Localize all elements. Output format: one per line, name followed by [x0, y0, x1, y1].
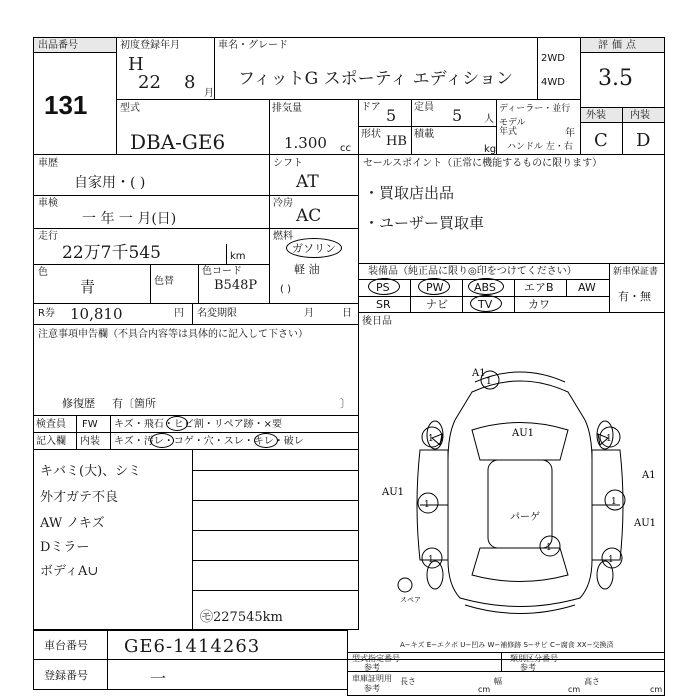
mileage-unit: km: [230, 251, 246, 262]
marker-3: 1: [424, 500, 430, 510]
fuel-diesel: 軽 油: [294, 263, 320, 276]
remarks-line-3: [192, 530, 359, 531]
aircon-label: 冷房: [273, 198, 293, 209]
recycle-label: R券: [38, 308, 55, 319]
garage-cert-label: 車庫証明用: [352, 674, 392, 683]
year-suffix: 年: [565, 128, 575, 139]
color-value: 青: [80, 278, 96, 296]
inspector-fw-items: キズ・飛石・ヒビ割・リペア跡・×要: [114, 419, 282, 430]
marker-8: 1: [486, 377, 492, 387]
mileage-value: 22万7千545: [62, 243, 161, 263]
equip-col-2: [462, 279, 463, 313]
inspector-fw: FW: [82, 419, 98, 430]
drive-cell: [537, 37, 581, 100]
marker-6: 1: [608, 555, 614, 565]
equip-col-3: [514, 279, 515, 313]
diagram-label-spare: スペア: [400, 596, 421, 604]
height-label: 高さ: [584, 677, 600, 686]
dealer-label: ディーラー・並行: [499, 104, 571, 114]
capacity-unit: 人: [484, 114, 494, 125]
history-label: 車歴: [38, 158, 58, 169]
remarks-line-2: [192, 500, 359, 501]
shaken-value: 一 年 一 月(日): [82, 211, 177, 227]
interior-grade: D: [636, 130, 651, 151]
rating-value: 3.5: [598, 66, 633, 91]
warranty-value: 有・無: [618, 290, 651, 303]
month-unit: 月: [204, 88, 214, 99]
remark-1: キバミ(大)、シミ: [40, 464, 142, 479]
exterior-grade: C: [594, 130, 608, 151]
recycle-value: 10,810: [70, 305, 123, 323]
mileage-label: 走行: [38, 231, 58, 242]
color-code-label: 色コード: [202, 266, 242, 277]
equip-airbag: エアB: [524, 281, 554, 294]
remarks-line-5: [192, 590, 359, 591]
category-ref: 参考: [520, 663, 536, 672]
shift-value: AT: [296, 172, 319, 192]
marker-5: 1: [428, 555, 434, 565]
color-divider: [150, 264, 151, 304]
grades-cell: [580, 122, 665, 155]
car-outline: [398, 371, 625, 614]
name-expiry-day: 日: [342, 308, 352, 319]
mileage-note: ㋲227545km: [200, 610, 283, 625]
sales-label: セールスポイント（正常に機能するものに限ります）: [363, 158, 603, 169]
inspector-interior: 内装: [80, 436, 100, 447]
marker-4: 1: [611, 497, 617, 507]
equip-navi: ナビ: [426, 298, 448, 311]
first-reg-month: 8: [184, 72, 196, 93]
model-designation-ref: 参考: [364, 663, 380, 672]
lot-no-label: 出品番号: [38, 40, 78, 51]
shaken-label: 車検: [38, 198, 58, 209]
exterior-label: 外装: [586, 110, 606, 121]
fuel-paren: ( ): [280, 284, 291, 295]
name-expiry-label: 名変期限: [197, 308, 237, 319]
rating-label: 評価点: [598, 40, 640, 51]
doors-value: 5: [386, 106, 397, 125]
equip-ps: PS: [376, 281, 390, 294]
equip-pw-circle: [418, 278, 450, 295]
remark-3: AW ノキズ: [40, 516, 105, 531]
remarks-line-1: [192, 470, 359, 471]
shape-label: 形状: [361, 129, 381, 140]
repair-close: 〕: [340, 397, 351, 410]
fuel-gas: ガソリン: [292, 242, 336, 255]
stain-circle: [150, 433, 174, 448]
disp-label: 排気量: [272, 103, 302, 114]
color-label: 色: [38, 267, 48, 278]
car-diagram: [380, 360, 665, 630]
repair-label: 修復歴: [62, 397, 95, 410]
diagram-label-front: A1: [472, 368, 486, 379]
type-value: DBA-GE6: [130, 130, 226, 154]
first-reg-era: H: [128, 54, 144, 75]
marker-2: 1: [606, 434, 612, 444]
length-unit: cm: [478, 685, 491, 694]
inspector-label-1: 検査員: [36, 419, 66, 430]
repair-value: 有〔箇所: [112, 397, 156, 410]
history-cell: [33, 154, 270, 196]
warranty-label: 新車保証書: [613, 267, 659, 277]
reg-value: 一: [150, 669, 167, 688]
inspector-col-1: [76, 415, 77, 450]
diagram-label-left-door: AU1: [382, 487, 405, 498]
rear-seat-label: 後日品: [362, 316, 392, 327]
inspector-label-2: 記入欄: [36, 436, 66, 447]
name-expiry-month: 月: [304, 308, 314, 319]
notes-label: 注意事項申告欄（不具合内容等は具体的に記入して下さい）: [38, 329, 308, 340]
length-label: 長さ: [400, 677, 416, 686]
drive-2wd: 2WD: [541, 53, 565, 64]
fuel-label: 燃料: [273, 231, 293, 242]
garage-cert-cell: [347, 671, 665, 696]
equip-leather: カワ: [528, 298, 550, 311]
capacity-value: 5: [452, 106, 463, 125]
km-divider: [226, 244, 227, 264]
inspector-row-line: [33, 432, 359, 433]
equip-abs-circle: [468, 278, 504, 295]
model-year-label: モデル年式: [499, 118, 526, 137]
sales-point-1: ・買取店出品: [364, 184, 455, 202]
height-unit: cm: [650, 685, 663, 694]
doors-label: ドア: [361, 102, 381, 113]
category-label: 類別区分番号: [510, 654, 558, 663]
history-value: 自家用・( ): [74, 175, 146, 191]
handle-label: ハンドル 左・右: [507, 142, 573, 152]
width-unit: cm: [568, 685, 581, 694]
interior-label: 内装: [630, 110, 650, 121]
model-label: 車名・グレード: [218, 40, 288, 51]
diagram-label-hood: AU1: [512, 428, 535, 439]
damage-legend: A−キズ E−エクボ U−凹み W−補修跡 S−サビ C−腐食 XX−交換済: [400, 641, 614, 649]
drive-4wd: 4WD: [541, 77, 565, 88]
first-reg-label: 初度登録年月: [120, 40, 180, 51]
garage-cert-ref: 参考: [364, 684, 380, 693]
scuff-circle: [254, 433, 278, 448]
disp-value: 1.300: [284, 134, 327, 152]
chassis-value: GE6-1414263: [124, 636, 261, 657]
equip-pw: PW: [426, 281, 444, 294]
equip-tv-circle: [470, 295, 502, 312]
remark-2: 外才ガテ不良: [40, 490, 119, 505]
type-label: 型式: [120, 103, 140, 114]
repaint-label: 色替: [154, 276, 174, 287]
equip-col-1: [410, 279, 411, 313]
remarks-line-4: [192, 560, 359, 561]
first-reg-year: 22: [138, 72, 161, 93]
reg-label: 登録番号: [44, 669, 88, 682]
disp-unit: cc: [340, 143, 351, 154]
marker-1: 1: [428, 434, 434, 444]
load-unit: kg: [484, 144, 497, 155]
chassis-label: 車台番号: [44, 639, 88, 652]
inspector-interior-items: キズ・汚レ・コゲ・穴・スレ・キレ・破レ: [114, 436, 304, 447]
remark-5: ボディA∪: [40, 564, 99, 579]
width-label: 幅: [494, 677, 502, 686]
remarks-divider: [192, 449, 193, 630]
color-code-value: B548P: [214, 278, 258, 293]
flying-stone-circle: [166, 416, 188, 431]
equipment-label: 装備品（純正品に限り◎印をつけてください）: [368, 266, 577, 277]
remark-4: Dミラー: [40, 540, 90, 555]
diagram-label-right-rear: AU1: [634, 518, 657, 529]
marker-7: 1: [546, 543, 552, 553]
shape-value: HB: [386, 134, 407, 149]
equip-aw: AW: [578, 281, 596, 294]
diagram-label-roof: パーゲ: [510, 512, 540, 523]
load-label: 積載: [414, 129, 434, 140]
sales-point-2: ・ユーザー買取車: [364, 214, 485, 232]
shift-label: シフト: [273, 158, 303, 169]
equip-ps-circle: [368, 278, 400, 295]
equip-tv: TV: [478, 298, 493, 311]
sales-cell: [358, 154, 665, 264]
recycle-unit: 円: [174, 308, 184, 319]
capacity-label: 定員: [414, 102, 434, 113]
model-name: フィットG スポーティ エディション: [238, 69, 513, 89]
model-designation-label: 型式指定番号: [352, 654, 400, 663]
diagram-label-right-door: A1: [642, 470, 656, 481]
aircon-value: AC: [296, 206, 322, 226]
equip-sr: SR: [376, 298, 391, 311]
equip-abs: ABS: [474, 281, 496, 294]
equip-col-4: [566, 279, 567, 296]
lot-no-value: 131: [44, 90, 88, 120]
color-code-divider: [198, 264, 199, 304]
inspector-col-2: [110, 415, 111, 450]
